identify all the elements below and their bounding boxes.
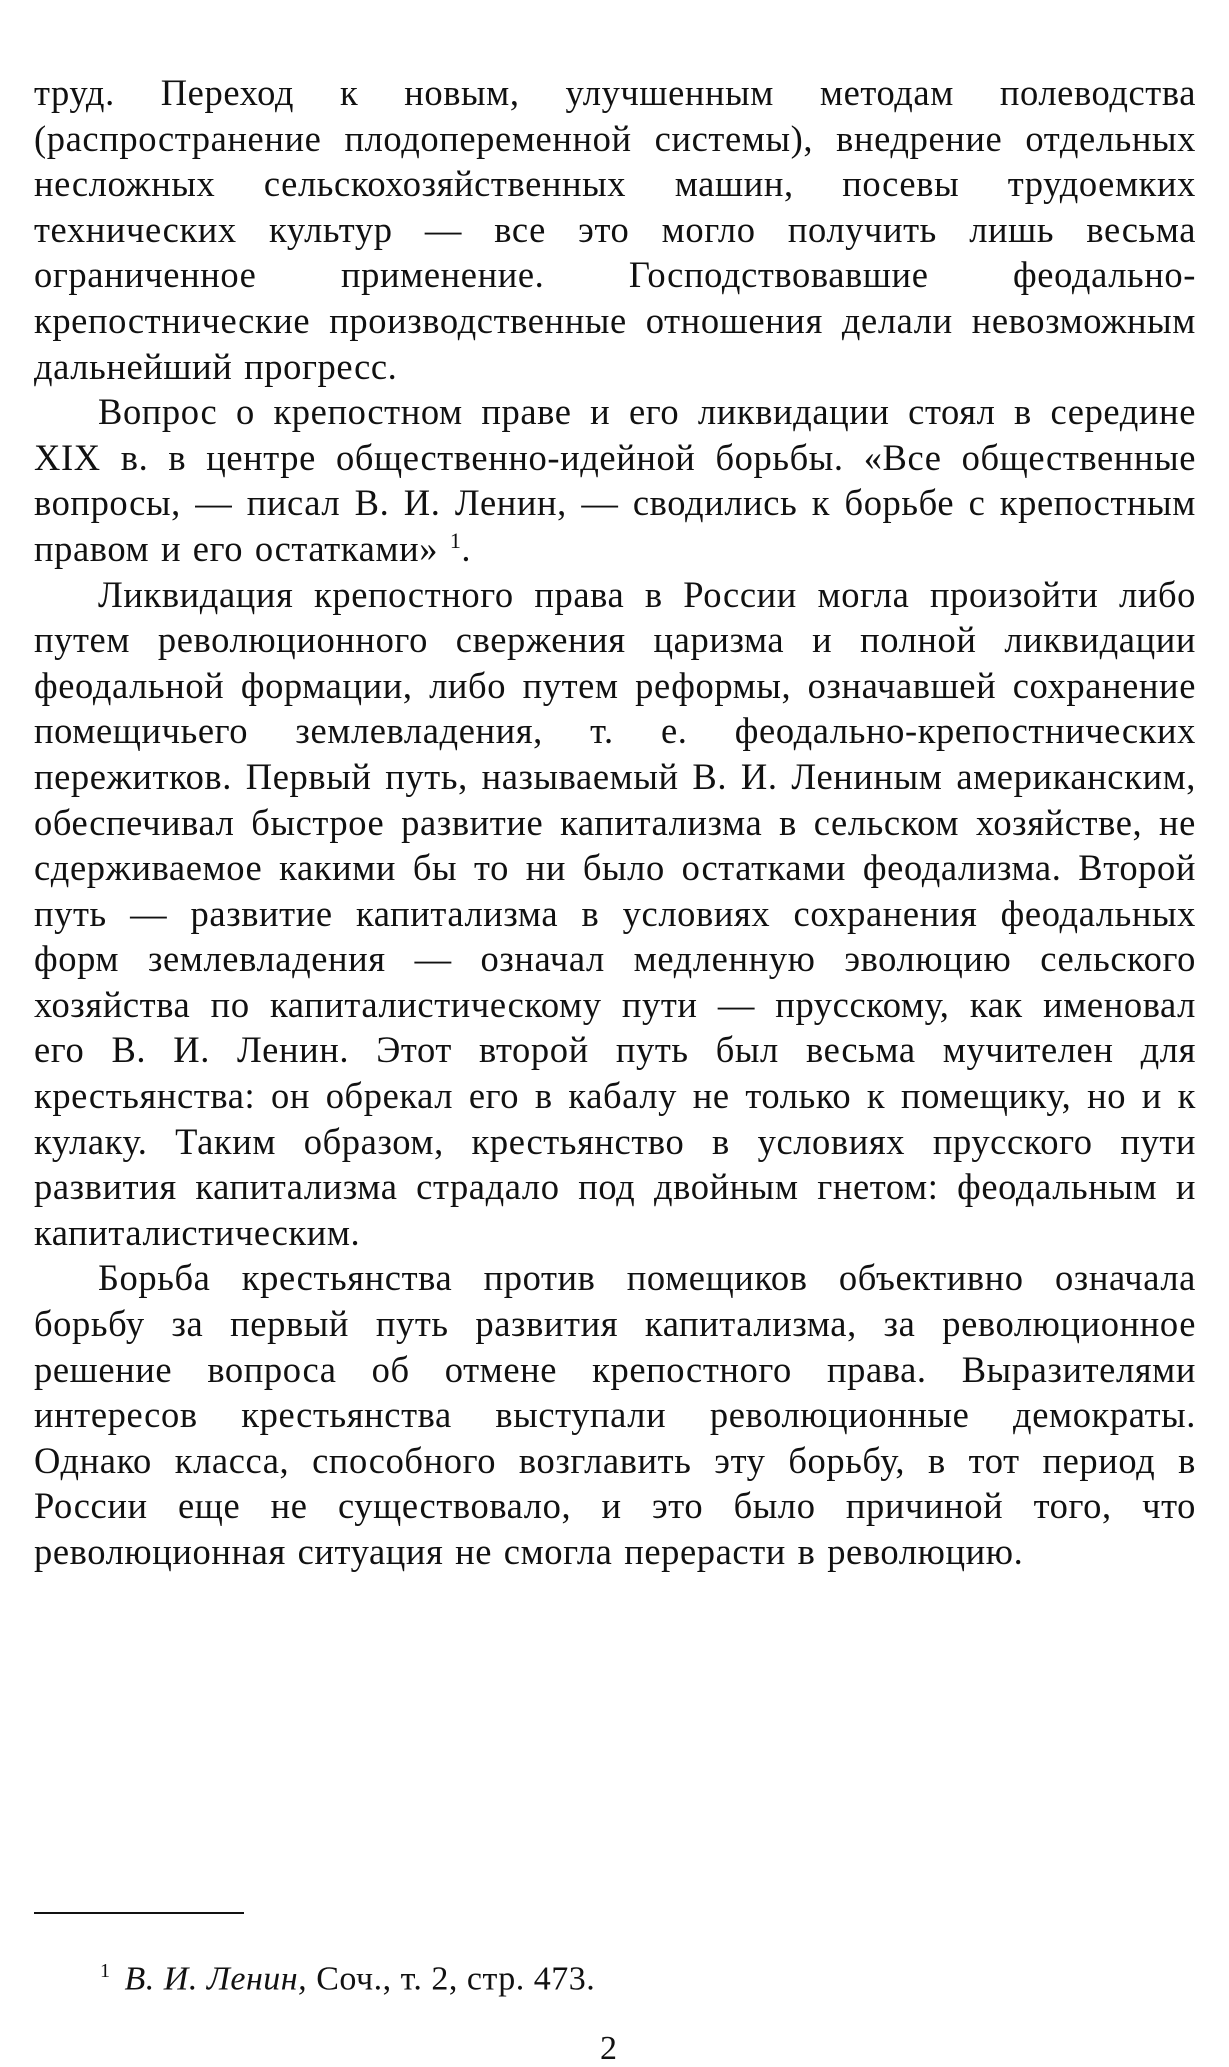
paragraph-2-text: Вопрос о крепостном праве и его ликвидации стоял в середине XIX в. в центре общественно-идейной борьбы. «Все общественные вопросы, — писал В. И. Ленин, — сводились к борьбе с крепостным правом и его остатками» [34,391,1196,569]
footnote-author: В. И. Ленин, [124,1960,308,1998]
page-body [34,70,1196,1575]
footnote [100,1950,595,2000]
paragraph-4: Борьба крестьянства против помещиков объективно означала борьбу за первый путь развития капитализма, за революционное решение вопроса об отмене крепостного права. Выразителями интересов крестьянства выступали революционные демократы. Однако класса, способного возглавить эту борьбу, в тот период в России еще не существовало, и это было причиной того, что революционная ситуация не смогла перерасти в революцию. [34,1257,1196,1572]
page-number: 2 [600,2030,617,2067]
footnote-reference[interactable]: 1 [449,527,462,553]
paragraph-1: труд. Переход к новым, улучшенным методам полеводства (распространение плодопеременной системы), внедрение отдельных несложных сельскохозяйственных машин, посевы трудоемких технических культур — все это могло получить лишь весьма ограниченное применение. Господствовавшие феодально-крепостнические производственные отношения делали невозможным дальнейший прогресс. [34,72,1196,387]
footnote-source: Соч., т. 2, стр. 473. [316,1960,596,1998]
paragraph-2 [34,389,1196,571]
footnote-marker: 1 [100,1960,111,1982]
footnote-divider [34,1912,244,1914]
paragraph-3: Ликвидация крепостного права в России могла произойти либо путем революционного свержения царизма и полной ликвидации феодальной формации, либо путем реформы, означавшей сохранение помещичьего землевладения, т. е. феодально-крепостнических пережитков. Первый путь, называемый В. И. Лениным американским, обеспечивал быстрое развитие капитализма в сельском хозяйстве, не сдерживаемое какими бы то ни было остатками феодализма. Второй путь — развитие капитализма в условиях сохранения феодальных форм землевладения — означал медленную эволюцию сельского хозяйства по капиталистическому пути — прусскому, как именовал его В. И. Ленин. Этот второй путь был весьма мучителен для крестьянства: он обрекал его в кабалу не только к помещику, но и к кулаку. Таким образом, крестьянство в условиях прусского пути развития капитализма страдало под двойным гнетом: феодальным и капиталистическим. [34,573,1196,1253]
paragraph-2-end: . [461,527,472,569]
